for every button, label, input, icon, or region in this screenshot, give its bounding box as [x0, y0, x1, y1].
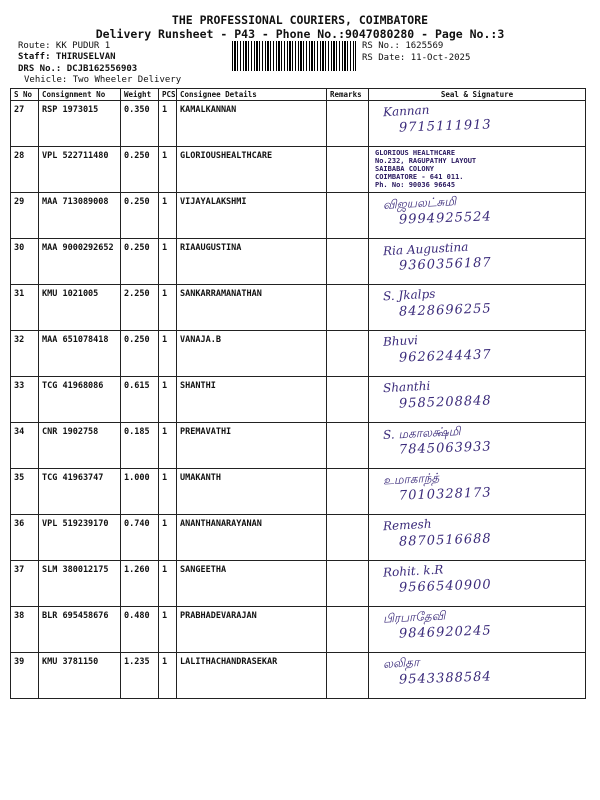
col-header-weight: Weight: [121, 89, 159, 101]
cell-pcs: 1: [159, 193, 177, 239]
handwritten-phone: 8870516688: [398, 531, 492, 550]
table-body: [11, 101, 586, 699]
table-row: [11, 423, 586, 469]
cell-weight: 0.250: [121, 193, 159, 239]
cell-consignee: PRABHADEVARAJAN: [177, 607, 327, 653]
cell-weight: 0.350: [121, 101, 159, 147]
handwritten-phone: 7845063933: [398, 439, 492, 458]
cell-consignee: VIJAYALAKSHMI: [177, 193, 327, 239]
cell-pcs: 1: [159, 423, 177, 469]
cell-signature: [369, 423, 586, 469]
cell-pcs: 1: [159, 147, 177, 193]
col-header-pcs: PCS: [159, 89, 177, 101]
table-row: [11, 147, 586, 193]
cell-signature: [369, 469, 586, 515]
cell-consignee: GLORIOUSHEALTHCARE: [177, 147, 327, 193]
cell-sno: 38: [11, 607, 39, 653]
cell-consignment-no: KMU 3781150: [39, 653, 121, 699]
cell-signature: [369, 607, 586, 653]
cell-signature: [369, 515, 586, 561]
runsheet-subtitle: Delivery Runsheet - P43 - Phone No.:9047080280 - Page No.:3: [95, 27, 505, 41]
cell-pcs: 1: [159, 607, 177, 653]
table-row: [11, 561, 586, 607]
table-row: [11, 653, 586, 699]
cell-consignment-no: MAA 713089008: [39, 193, 121, 239]
stamp-line: No.232, RAGUPATHY LAYOUT: [375, 157, 477, 165]
cell-signature: [369, 147, 586, 193]
stamp-line: COIMBATORE - 641 011.: [375, 173, 464, 181]
handwritten-phone: 9715111913: [398, 117, 492, 136]
handwritten-signature: S. மகாலக்ஷ்மி: [382, 423, 461, 443]
cell-weight: 0.250: [121, 331, 159, 377]
handwritten-signature: S. Jkalps: [382, 286, 436, 304]
cell-pcs: 1: [159, 101, 177, 147]
cell-sno: 35: [11, 469, 39, 515]
handwritten-phone: 9566540900: [398, 577, 492, 596]
cell-signature: [369, 561, 586, 607]
handwritten-signature: பிரபாதேவி: [382, 608, 446, 626]
staff-label: Staff: THIRUSELVAN: [18, 52, 116, 62]
cell-weight: 0.740: [121, 515, 159, 561]
cell-weight: 1.235: [121, 653, 159, 699]
cell-remarks: [327, 331, 369, 377]
cell-sno: 30: [11, 239, 39, 285]
cell-sno: 37: [11, 561, 39, 607]
cell-consignee: RIAAUGUSTINA: [177, 239, 327, 285]
cell-consignee: LALITHACHANDRASEKAR: [177, 653, 327, 699]
stamp-line: Ph. No: 90036 96645: [375, 181, 456, 189]
col-header-sno: S No: [11, 89, 39, 101]
cell-pcs: 1: [159, 331, 177, 377]
cell-remarks: [327, 193, 369, 239]
cell-signature: [369, 377, 586, 423]
cell-consignment-no: MAA 9000292652: [39, 239, 121, 285]
cell-sno: 31: [11, 285, 39, 331]
handwritten-phone: 9846920245: [398, 623, 492, 642]
cell-weight: 0.185: [121, 423, 159, 469]
cell-weight: 2.250: [121, 285, 159, 331]
cell-consignment-no: VPL 522711480: [39, 147, 121, 193]
cell-consignee: PREMAVATHI: [177, 423, 327, 469]
cell-pcs: 1: [159, 377, 177, 423]
cell-sno: 27: [11, 101, 39, 147]
rs-date-label: RS Date: 11-Oct-2025: [362, 53, 471, 63]
cell-remarks: [327, 377, 369, 423]
handwritten-signature: Bhuvi: [382, 333, 419, 349]
handwritten-phone: 8428696255: [398, 301, 492, 320]
table-row: [11, 469, 586, 515]
table-row: [11, 607, 586, 653]
handwritten-signature: Ria Augustina: [382, 239, 469, 259]
cell-pcs: 1: [159, 239, 177, 285]
handwritten-signature: Shanthi: [382, 378, 431, 396]
handwritten-phone: 9994925524: [398, 209, 492, 228]
table-row: [11, 285, 586, 331]
table-row: [11, 377, 586, 423]
cell-pcs: 1: [159, 285, 177, 331]
col-header-consignee: Consignee Details: [177, 89, 327, 101]
cell-sno: 34: [11, 423, 39, 469]
table-row: [11, 101, 586, 147]
cell-sno: 36: [11, 515, 39, 561]
cell-consignee: SANGEETHA: [177, 561, 327, 607]
cell-signature: [369, 193, 586, 239]
cell-consignee: VANAJA.B: [177, 331, 327, 377]
handwritten-phone: 9360356187: [398, 255, 492, 274]
handwritten-phone: 9626244437: [398, 347, 492, 366]
cell-consignee: UMAKANTH: [177, 469, 327, 515]
stamp-line: SAIBABA COLONY: [375, 165, 435, 173]
cell-remarks: [327, 469, 369, 515]
cell-pcs: 1: [159, 561, 177, 607]
handwritten-phone: 9585208848: [398, 393, 492, 412]
cell-weight: 1.260: [121, 561, 159, 607]
rs-no-label: RS No.: 1625569: [362, 41, 444, 51]
company-title: THE PROFESSIONAL COURIERS, COIMBATORE: [171, 13, 429, 27]
cell-consignment-no: RSP 1973015: [39, 101, 121, 147]
cell-signature: [369, 285, 586, 331]
cell-consignment-no: BLR 695458676: [39, 607, 121, 653]
cell-remarks: [327, 607, 369, 653]
cell-signature: [369, 101, 586, 147]
table-row: [11, 331, 586, 377]
cell-weight: 0.615: [121, 377, 159, 423]
cell-pcs: 1: [159, 653, 177, 699]
handwritten-signature: Kannan: [382, 102, 430, 120]
table-header-row: [11, 89, 586, 101]
table-row: [11, 239, 586, 285]
cell-remarks: [327, 101, 369, 147]
cell-consignment-no: TCG 41963747: [39, 469, 121, 515]
cell-signature: [369, 239, 586, 285]
cell-weight: 0.480: [121, 607, 159, 653]
handwritten-signature: லலிதா: [382, 655, 420, 671]
barcode-image: [232, 41, 356, 71]
cell-remarks: [327, 515, 369, 561]
cell-consignee: SANKARRAMANATHAN: [177, 285, 327, 331]
cell-consignee: KAMALKANNAN: [177, 101, 327, 147]
cell-weight: 0.250: [121, 147, 159, 193]
cell-sno: 28: [11, 147, 39, 193]
runsheet-table: [10, 88, 586, 699]
cell-consignment-no: CNR 1902758: [39, 423, 121, 469]
table-row: [11, 193, 586, 239]
col-header-consignment: Consignment No: [39, 89, 121, 101]
cell-weight: 1.000: [121, 469, 159, 515]
cell-consignee: SHANTHI: [177, 377, 327, 423]
cell-remarks: [327, 147, 369, 193]
cell-consignment-no: MAA 651078418: [39, 331, 121, 377]
handwritten-signature: விஜயலட்சுமி: [382, 194, 457, 212]
cell-consignment-no: TCG 41968086: [39, 377, 121, 423]
handwritten-phone: 7010328173: [398, 485, 492, 504]
cell-consignee: ANANTHANARAYANAN: [177, 515, 327, 561]
stamp-line: GLORIOUS HEALTHCARE: [375, 149, 456, 157]
cell-weight: 0.250: [121, 239, 159, 285]
cell-consignment-no: KMU 1021005: [39, 285, 121, 331]
col-header-remarks: Remarks: [327, 89, 369, 101]
cell-sno: 32: [11, 331, 39, 377]
drs-label: DRS No.: DCJB162556903: [18, 64, 138, 74]
cell-pcs: 1: [159, 469, 177, 515]
cell-signature: [369, 653, 586, 699]
cell-sno: 29: [11, 193, 39, 239]
cell-consignment-no: SLM 380012175: [39, 561, 121, 607]
cell-remarks: [327, 653, 369, 699]
cell-signature: [369, 331, 586, 377]
cell-sno: 39: [11, 653, 39, 699]
handwritten-signature: உமாகாந்த்: [382, 470, 440, 488]
cell-remarks: [327, 561, 369, 607]
col-header-signature: Seal & Signature: [369, 89, 586, 101]
table-row: [11, 515, 586, 561]
cell-remarks: [327, 423, 369, 469]
cell-sno: 33: [11, 377, 39, 423]
handwritten-signature: Remesh: [382, 516, 432, 534]
cell-remarks: [327, 285, 369, 331]
route-label: Route: KK PUDUR 1: [18, 41, 111, 51]
cell-consignment-no: VPL 519239170: [39, 515, 121, 561]
handwritten-signature: Rohit. k.R: [382, 562, 444, 580]
cell-remarks: [327, 239, 369, 285]
handwritten-phone: 9543388584: [398, 669, 492, 688]
seal-stamp: [375, 149, 476, 189]
vehicle-label: Vehicle: Two Wheeler Delivery: [24, 75, 182, 85]
cell-pcs: 1: [159, 515, 177, 561]
